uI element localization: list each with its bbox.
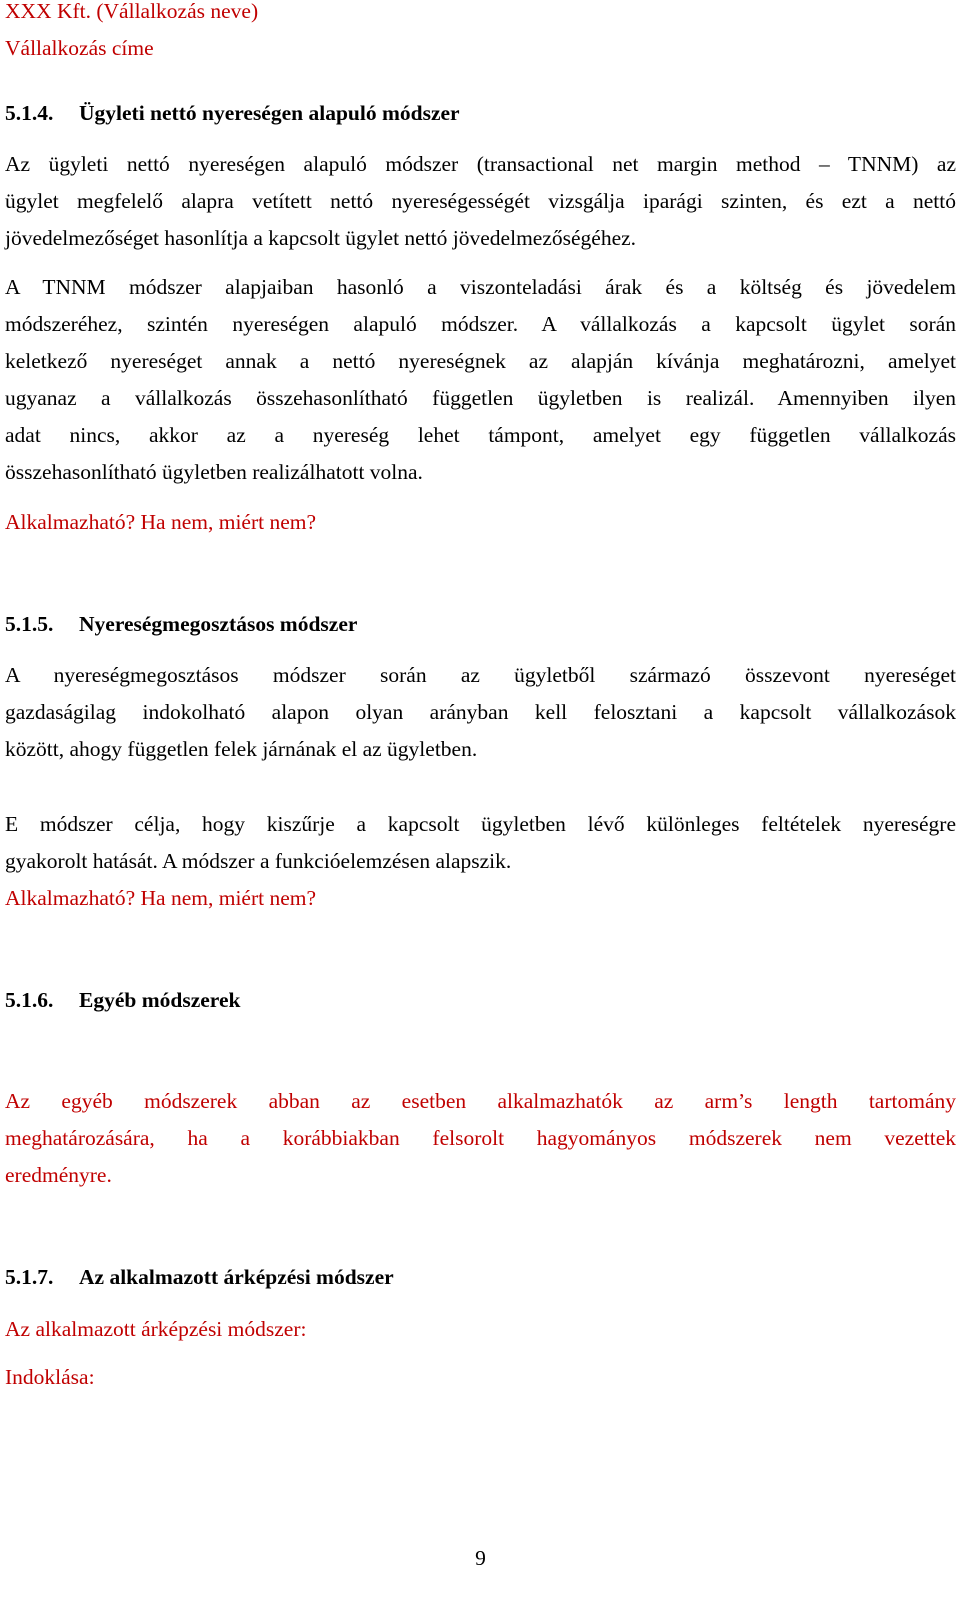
section-5-1-4-heading: [5, 95, 956, 132]
text-line: ugyanaz a vállalkozás összehasonlítható független ügyletben is realizál. Amennyiben ilyen: [5, 386, 956, 410]
text-line: A TNNM módszer alapjaiban hasonló a viszonteladási árak és a költség és jövedelem: [5, 275, 956, 299]
text-line: keletkező nyereséget annak a nettó nyereségnek az alapján kívánja meghatározni, amelyet: [5, 349, 956, 373]
section-number: 5.1.5.: [5, 612, 54, 636]
section-5-1-6-heading: [5, 982, 956, 1019]
page-number: 9: [475, 1546, 486, 1570]
section-number: 5.1.6.: [5, 988, 54, 1012]
text-line: adat nincs, akkor az a nyereség lehet támpont, amelyet egy független vállalkozás: [5, 423, 956, 447]
section-title: Nyereségmegosztásos módszer: [79, 612, 358, 636]
company-address: Vállalkozás címe: [5, 36, 154, 60]
text-line: Az ügyleti nettó nyereségen alapuló módszer (transactional net margin method – TNNM) az: [5, 152, 956, 176]
text-line: E módszer célja, hogy kiszűrje a kapcsolt ügyletben lévő különleges feltételek nyereségre: [5, 812, 956, 836]
company-name: XXX Kft. (Vállalkozás neve): [5, 0, 259, 23]
section-number: 5.1.7.: [5, 1265, 54, 1289]
text-line: gyakorolt hatását. A módszer a funkcióelemzésen alapszik.: [5, 849, 512, 873]
text-line: meghatározására, ha a korábbiakban felsorolt hagyományos módszerek nem vezettek: [5, 1126, 956, 1150]
justification-label: Indoklása:: [5, 1365, 95, 1389]
section-5-1-4-paragraph-1: [5, 146, 956, 257]
section-5-1-5-paragraph-2: [5, 806, 956, 880]
text-line: jövedelmezőséget hasonlítja a kapcsolt ügylet nettó jövedelmezőségéhez.: [5, 226, 637, 250]
section-5-1-5-question: [5, 880, 956, 917]
applicability-question: Alkalmazható? Ha nem, miért nem?: [5, 510, 317, 534]
text-line: Az egyéb módszerek abban az esetben alkalmazhatók az arm’s length tartomány: [5, 1089, 956, 1113]
document-header: [5, 0, 956, 67]
text-line: gazdaságilag indokolható alapon olyan arányban kell felosztani a kapcsolt vállalkozások: [5, 700, 956, 724]
text-line: között, ahogy független felek járnának el az ügyletben.: [5, 737, 478, 761]
section-number: 5.1.4.: [5, 101, 54, 125]
text-line: összehasonlítható ügyletben realizálhatott volna.: [5, 460, 423, 484]
text-line: módszeréhez, szintén nyereségen alapuló módszer. A vállalkozás a kapcsolt ügylet során: [5, 312, 956, 336]
document-page: [5, 0, 956, 1600]
pricing-method-label: Az alkalmazott árképzési módszer:: [5, 1317, 307, 1341]
section-title: Az alkalmazott árképzési módszer: [79, 1265, 394, 1289]
section-5-1-4-paragraph-2: [5, 269, 956, 491]
section-title: Ügyleti nettó nyereségen alapuló módszer: [79, 101, 460, 125]
section-5-1-7-heading: [5, 1259, 956, 1296]
text-line: eredményre.: [5, 1163, 112, 1187]
section-5-1-6-paragraph: [5, 1083, 956, 1194]
pricing-method-field: [5, 1311, 956, 1348]
applicability-question: Alkalmazható? Ha nem, miért nem?: [5, 886, 317, 910]
text-line: A nyereségmegosztásos módszer során az ügyletből származó összevont nyereséget: [5, 663, 956, 687]
justification-field: [5, 1359, 956, 1396]
section-5-1-5-heading: [5, 606, 956, 643]
section-title: Egyéb módszerek: [79, 988, 241, 1012]
section-5-1-4-question: [5, 504, 956, 541]
section-5-1-5-paragraph-1: [5, 657, 956, 768]
text-line: ügylet megfelelő alapra vetített nettó nyereségességét vizsgálja iparági szinten, és ezt a nettó: [5, 189, 956, 213]
